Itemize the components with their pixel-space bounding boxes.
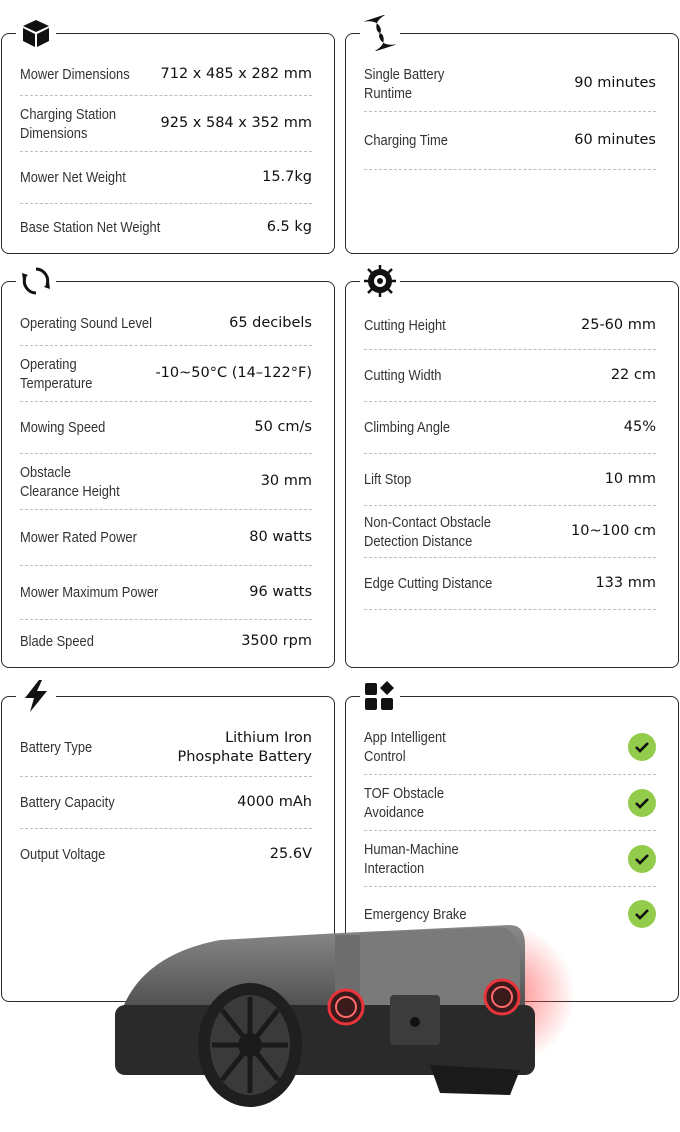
- spec-row: [20, 152, 312, 204]
- cutting-spec-card: [345, 281, 679, 668]
- feature-label: Emergency Brake: [364, 905, 467, 923]
- spec-value: -10~50°C (14–122°F): [155, 365, 312, 381]
- spec-row: [20, 719, 312, 777]
- spec-label: Operating Sound Level: [20, 315, 152, 332]
- spec-label: Battery Type: [20, 739, 93, 756]
- spec-label: Base Station Net Weight: [20, 218, 161, 236]
- check-icon: [628, 789, 656, 817]
- check-icon: [628, 733, 656, 761]
- spec-label: Mowing Speed: [20, 419, 106, 436]
- spec-row: [20, 454, 312, 510]
- spec-value: 96 watts: [249, 584, 312, 600]
- spec-label: Mower Rated Power: [20, 529, 137, 546]
- spec-row: [20, 566, 312, 620]
- spec-value: 50 cm/s: [254, 419, 312, 435]
- lightning-icon: [16, 679, 56, 713]
- spec-row: [364, 56, 656, 112]
- spec-row: [20, 831, 312, 877]
- spec-label: Output Voltage: [20, 845, 106, 863]
- size-spec-card: [1, 33, 335, 254]
- spec-label: Charging Time: [364, 132, 448, 149]
- robotic-mower-image: [110, 905, 580, 1120]
- spec-row: [364, 506, 656, 558]
- spec-value: 10~100 cm: [571, 523, 656, 539]
- cycle-icon: [16, 264, 56, 298]
- spec-row: [20, 620, 312, 662]
- spec-label: Cutting Height: [364, 317, 446, 334]
- spec-row: [20, 96, 312, 152]
- feature-row: [364, 831, 656, 887]
- spec-value: 30 mm: [260, 473, 312, 489]
- check-icon: [628, 900, 656, 928]
- spec-value: 22 cm: [610, 367, 656, 383]
- spec-value: 133 mm: [595, 575, 656, 591]
- spec-row: [20, 777, 312, 829]
- spec-label: Mower Dimensions: [20, 66, 130, 83]
- spec-label: Single Battery Runtime: [364, 65, 445, 102]
- feature-label: App Intelligent Control: [364, 728, 446, 765]
- check-icon: [628, 845, 656, 873]
- spec-value: 15.7kg: [262, 169, 312, 185]
- spec-value: 925 x 584 x 352 mm: [160, 115, 312, 131]
- spec-row: [364, 402, 656, 454]
- spec-row: [20, 206, 312, 248]
- spec-value: 3500 rpm: [241, 632, 312, 649]
- spec-value: 60 minutes: [574, 132, 656, 148]
- spec-row: [20, 510, 312, 566]
- spec-label: Climbing Angle: [364, 419, 451, 436]
- spec-label: Non-Contact Obstacle Detection Distance: [364, 513, 491, 550]
- spec-label: Charging Station Dimensions: [20, 105, 117, 142]
- spec-value: 10 mm: [604, 471, 656, 487]
- spec-label: Mower Maximum Power: [20, 584, 159, 601]
- spec-value: 712 x 485 x 282 mm: [160, 66, 312, 82]
- hourglass-icon: [360, 16, 400, 50]
- spec-label: Cutting Width: [364, 367, 442, 384]
- spec-row: [20, 346, 312, 402]
- blade-icon: [360, 264, 400, 298]
- spec-label: Battery Capacity: [20, 794, 115, 811]
- feature-label: Human-Machine Interaction: [364, 840, 459, 877]
- spec-label: Blade Speed: [20, 632, 94, 650]
- spec-label: Edge Cutting Distance: [364, 575, 493, 592]
- spec-value: 80 watts: [249, 529, 312, 545]
- spec-value: 45%: [623, 419, 656, 435]
- spec-row: [20, 54, 312, 96]
- box-icon: [16, 16, 56, 50]
- feature-row: [364, 719, 656, 775]
- runtime-spec-card: [345, 33, 679, 254]
- spec-value: 6.5 kg: [266, 218, 312, 235]
- operation-spec-card: [1, 281, 335, 668]
- spec-row: [364, 302, 656, 350]
- spec-row: [20, 402, 312, 454]
- spec-value: 4000 mAh: [237, 794, 312, 810]
- spec-label: Mower Net Weight: [20, 169, 126, 186]
- spec-row: [20, 302, 312, 346]
- spec-label: Lift Stop: [364, 471, 412, 488]
- spec-label: Operating Temperature: [20, 355, 93, 392]
- spec-value: 25.6V: [269, 845, 312, 862]
- spec-label: Obstacle Clearance Height: [20, 463, 120, 500]
- spec-row: [364, 350, 656, 402]
- spec-row: [364, 454, 656, 506]
- spec-value: 65 decibels: [229, 315, 312, 331]
- apps-icon: [360, 679, 400, 713]
- spec-value: 25-60 mm: [581, 317, 656, 333]
- feature-label: TOF Obstacle Avoidance: [364, 784, 445, 821]
- spec-value: 90 minutes: [574, 75, 656, 91]
- spec-row: [364, 112, 656, 170]
- spec-row: [364, 558, 656, 610]
- feature-row: [364, 775, 656, 831]
- spec-value: Lithium Iron Phosphate Battery: [177, 729, 312, 765]
